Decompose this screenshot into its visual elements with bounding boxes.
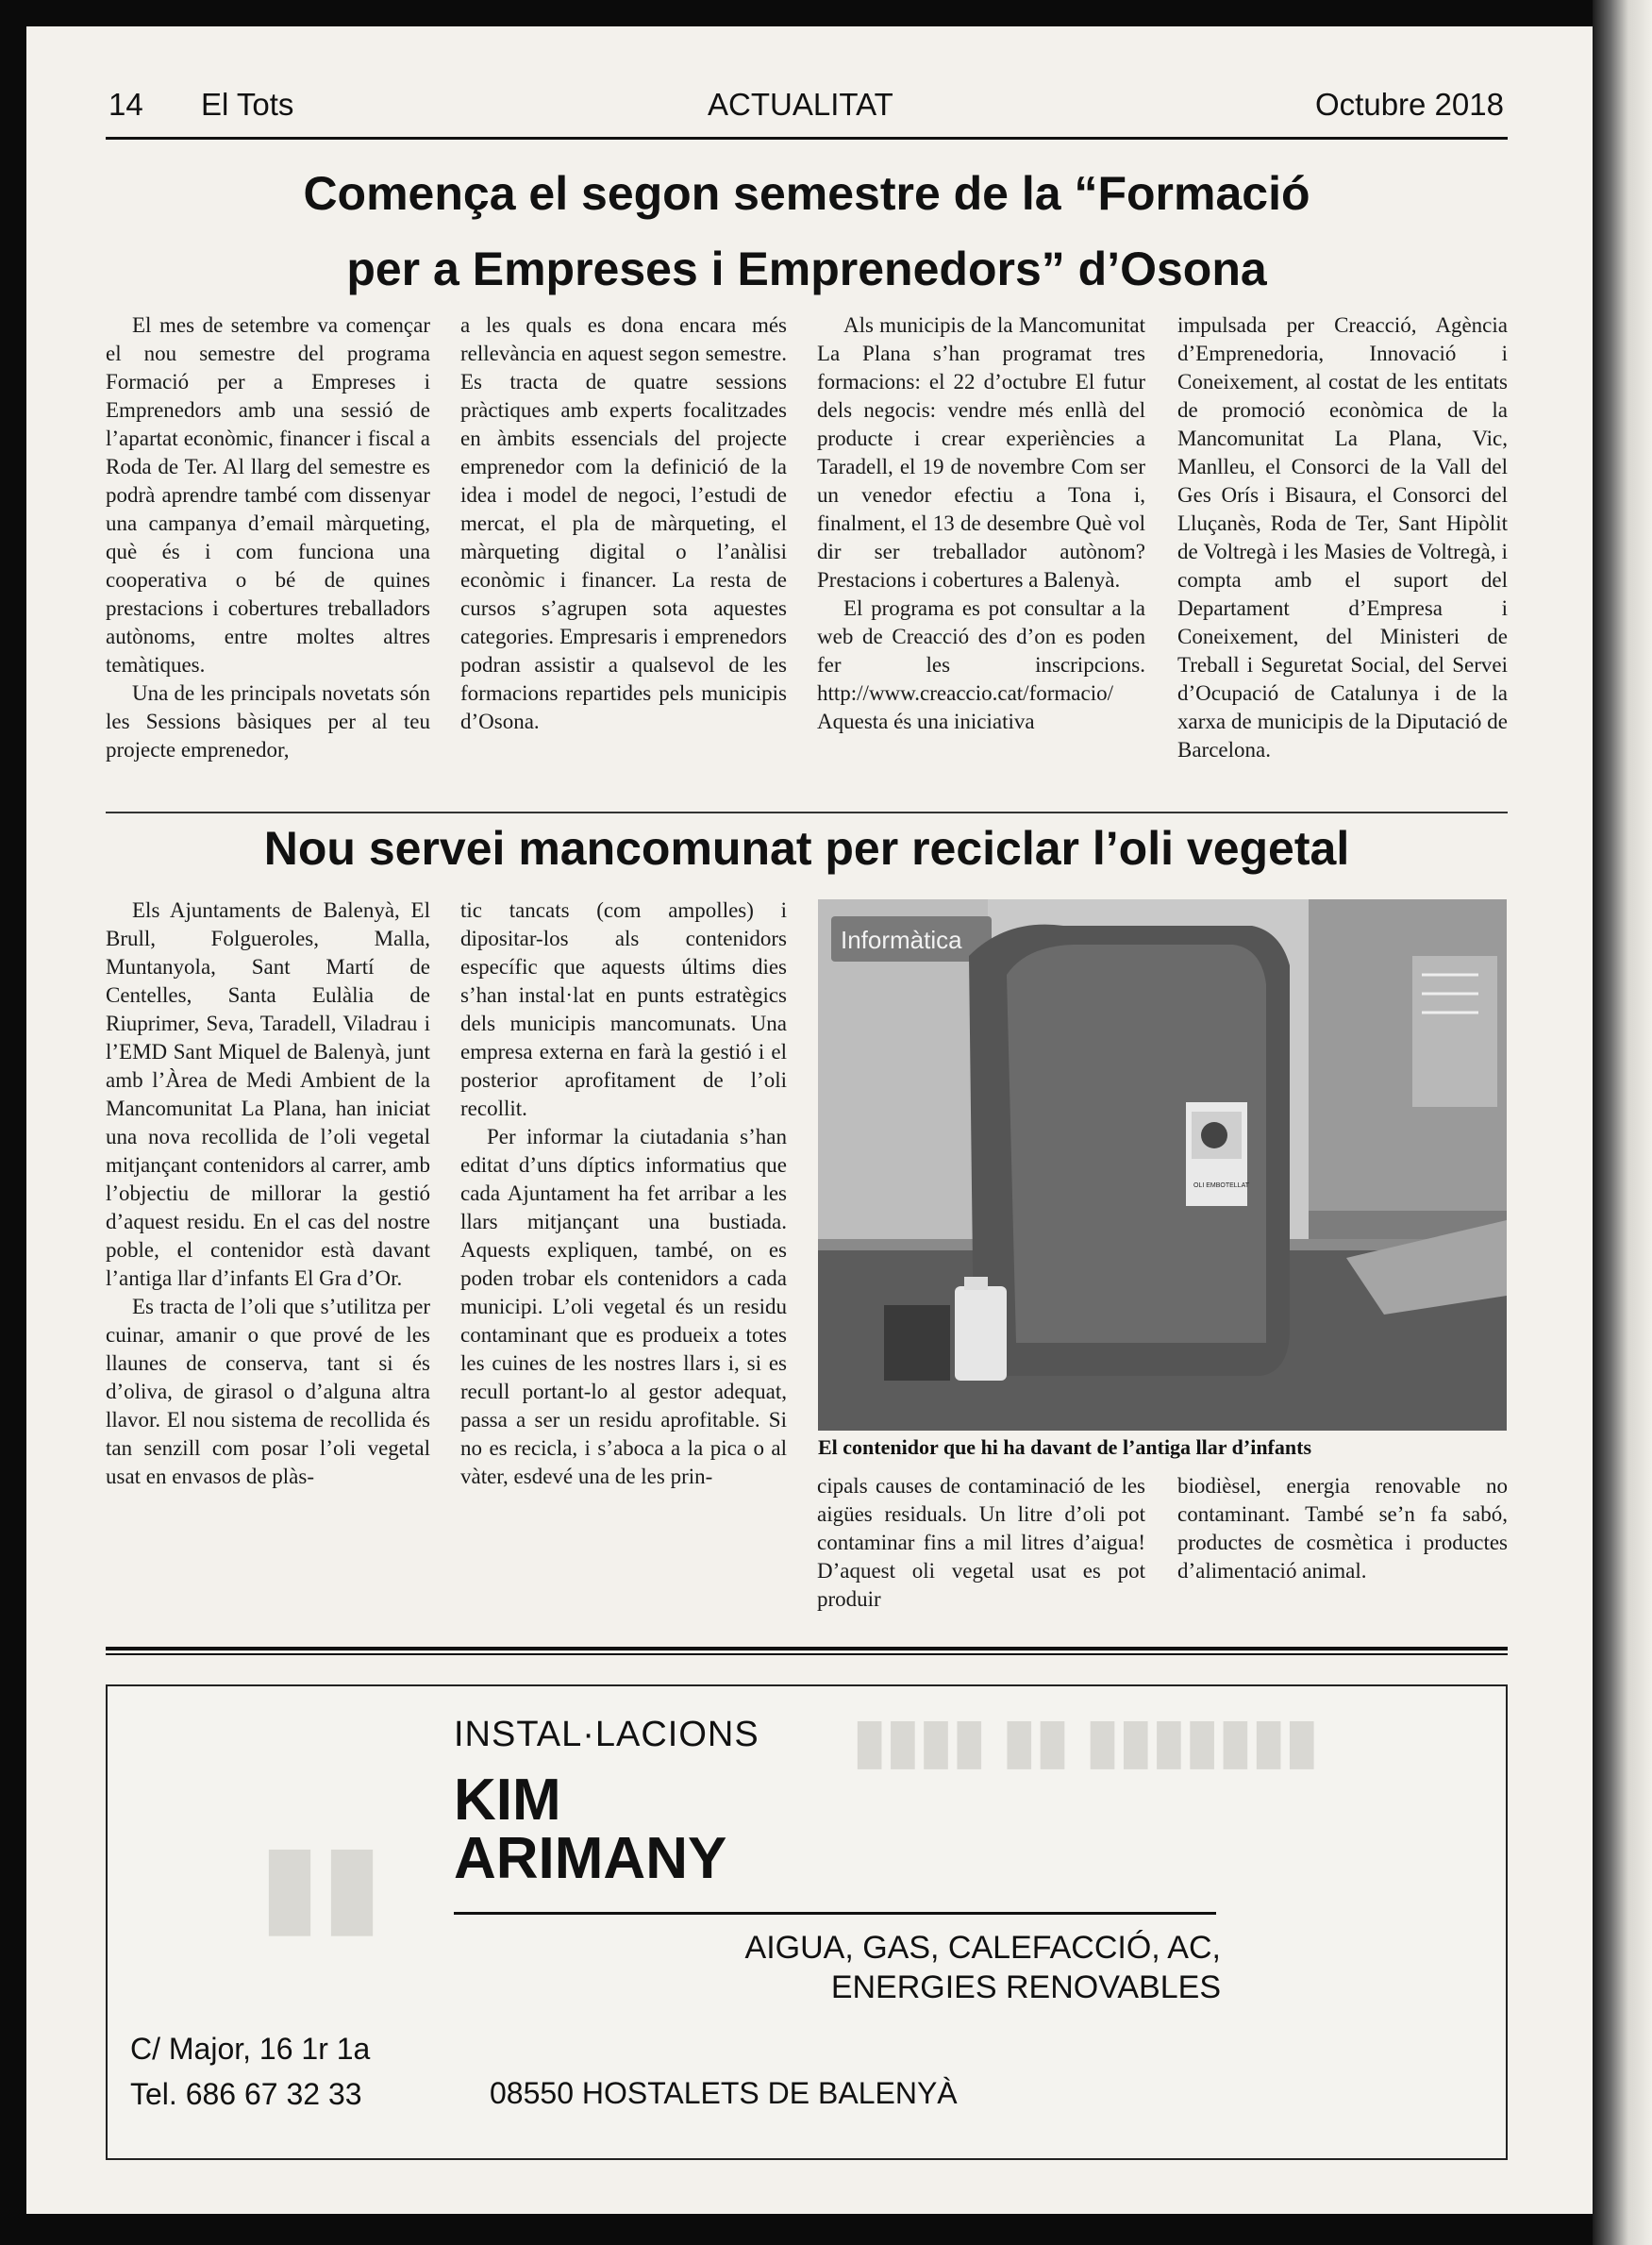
article2-column-2 (460, 896, 787, 1491)
paragraph: Per informar la ciutadania s’han editat d’uns díptics informatius que cada Ajuntament ha fet arribar a les llars mitjançant una bustiada. Aquests expliquen, també, on es poden trobar els contenidors a cada municipi. L’oli vegetal és un residu contaminant que es produeix a totes les cuines de les nostres llars i, si es recull portant-lo al gestor adequat, passa a ser un residu aprofitable. Si no es recicla, i s’aboca a la pica o al vàter, esdevé una de les prin- (460, 1125, 787, 1488)
ad-company-name (454, 1768, 727, 1891)
issue-date: Octubre 2018 (1315, 87, 1504, 122)
page-spine (1593, 0, 1652, 2245)
ad-services-line1: AIGUA, GAS, CALEFACCIÓ, AC, (744, 1930, 1221, 1966)
ad-address: C/ Major, 16 1r 1a (130, 2032, 371, 2066)
article1-column-2 (460, 311, 787, 736)
oil-container-photo (818, 899, 1507, 1431)
ad-name-line1: KIM (454, 1768, 561, 1833)
ad-services (693, 1928, 1221, 2007)
ad-separator-rule (106, 1653, 1508, 1655)
article1-column-1 (106, 311, 430, 764)
paragraph: biodièsel, energia renovable no contaminant. També se’n fa sabó, productes de cosmètica i productes d’alimentació animal. (1177, 1474, 1508, 1583)
page-number: 14 (108, 87, 143, 122)
container-label-text: OLI EMBOTELLAT (1193, 1182, 1249, 1189)
paragraph: Als municipis de la Mancomunitat La Plana s’han programat tres formacions: el 22 d’octubre El futur dels negocis: vendre més enllà del producte i crear experiències a Taradell, el 19 de novembre Com ser un venedor efectiu a Tona i, finalment, el 13 de desembre Què vol dir ser treballador autònom? Prestacions i cobertures a Balenyà. (817, 313, 1145, 592)
photo-caption: El contenidor que hi ha davant de l’antiga llar d’infants (818, 1435, 1312, 1459)
paragraph: cipals causes de contaminació de les aigües residuals. Un litre d’oli pot contaminar fins a mil litres d’aigua! D’aquest oli vegetal usat es pot produir (817, 1474, 1145, 1611)
article1-headline-line1: Comença el segon semestre de la “Formació (303, 167, 1310, 220)
article1-headline-line2: per a Empreses i Emprenedors” d’Osona (346, 243, 1267, 295)
paragraph: impulsada per Creacció, Agència d’Emprenedoria, Innovació i Coneixement, al costat de les entitats de promoció econòmica de la Mancomunitat La Plana, Vic, Manlleu, el Consorci de la Vall del Ges Orís i Bisaura, el Consorci del Lluçanès, Roda de Ter, Sant Hipòlit de Voltregà i les Masies de Voltregà, i compta amb el suport del Departament d’Empresa i Coneixement, del Ministeri de Treball i Seguretat Social, del Servei d’Ocupació de Catalunya i de la xarxa de municipis de la Diputació de Barcelona. (1177, 313, 1508, 762)
ad-city: 08550 HOSTALETS DE BALENYÀ (490, 2076, 958, 2110)
section-divider (106, 812, 1508, 813)
article2-column-1 (106, 896, 430, 1491)
paragraph: a les quals es dona encara més rellevància en aquest segon semestre. Es tracta de quatre sessions pràctiques amb experts focalitzades en àmbits essencials del projecte emprenedor com la definició de la idea i model de negoci, l’estudi de mercat, el pla de màrqueting, el màrqueting digital o l’anàlisi econòmic i financer. La resta de cursos s’agrupen sota aquestes categories. Empresaris i emprenedors podran assistir a qualsevol de les formacions repartides pels municipis d’Osona. (460, 313, 787, 733)
paragraph: El programa es pot consultar a la web de Creacció des d’on es poden fer les inscripcions. http://www.creaccio.cat/formacio/ Aquesta és una iniciativa (817, 596, 1145, 733)
ad-company-type: INSTAL·LACIONS (454, 1715, 759, 1754)
ad-rule (454, 1912, 1216, 1915)
show-through-text: ▮▮ (259, 1821, 384, 1947)
section-name: ACTUALITAT (708, 87, 893, 122)
ad-separator-rule (106, 1647, 1508, 1650)
paragraph: Una de les principals novetats són les Sessions bàsiques per al teu projecte emprenedor, (106, 681, 430, 762)
publication-name: El Tots (201, 87, 294, 122)
show-through-text: ▮▮▮▮▮▮▮ ▮▮ ▮▮▮▮ (853, 1706, 1319, 1774)
ad-contact (130, 2026, 370, 2117)
header-rule (106, 137, 1508, 140)
article1-column-3 (817, 311, 1145, 736)
article2-column-4 (1177, 1472, 1508, 1585)
article1-column-4 (1177, 311, 1508, 764)
ad-services-line2: ENERGIES RENOVABLES (830, 1969, 1221, 2005)
ad-phone: Tel. 686 67 32 33 (130, 2077, 362, 2111)
article2-column-3 (817, 1472, 1145, 1614)
paragraph: tic tancats (com ampolles) i dipositar-los als contenidors específic que aquests últims dies s’han instal·lat en punts estratègics dels municipis mancomunats. Una empresa externa en farà la gestió i el posterior aprofitament de l’oli recollit. (460, 898, 787, 1120)
ad-name-line2: ARIMANY (454, 1826, 727, 1891)
photo-sign-text: Informàtica (841, 926, 962, 954)
advertisement (106, 1684, 1508, 2160)
article2-headline: Nou servei mancomunat per reciclar l’oli vegetal (263, 822, 1350, 875)
paragraph: Es tracta de l’oli que s’utilitza per cuinar, amanir o que prové de les llaunes de conserva, tant si és d’oliva, de girasol o d’alguna altra llavor. El nou sistema de recollida és tan senzill com posar l’oli vegetal usat en envasos de plàs- (106, 1295, 430, 1488)
paragraph: El mes de setembre va començar el nou semestre del programa Formació per a Empreses i Emprenedors amb una sessió de l’apartat econòmic, financer i fiscal a Roda de Ter. Al llarg del semestre es podrà aprendre també com dissenyar una campanya d’email màrqueting, què és i com funciona una cooperativa o bé de quines prestacions i cobertures treballadors autònoms, entre moltes altres temàtiques. (106, 313, 430, 677)
paragraph: Els Ajuntaments de Balenyà, El Brull, Folgueroles, Malla, Muntanyola, Sant Martí de Centelles, Santa Eulàlia de Riuprimer, Seva, Taradell, Viladrau i l’EMD Sant Miquel de Balenyà, junt amb l’Àrea de Medi Ambient de la Mancomunitat La Plana, han iniciat una nova recollida de l’oli vegetal mitjançant contenidors al carrer, amb l’objectiu de millorar la gestió d’aquest residu. En el cas del nostre poble, el contenidor està davant l’antiga llar d’infants El Gra d’Or. (106, 898, 430, 1290)
